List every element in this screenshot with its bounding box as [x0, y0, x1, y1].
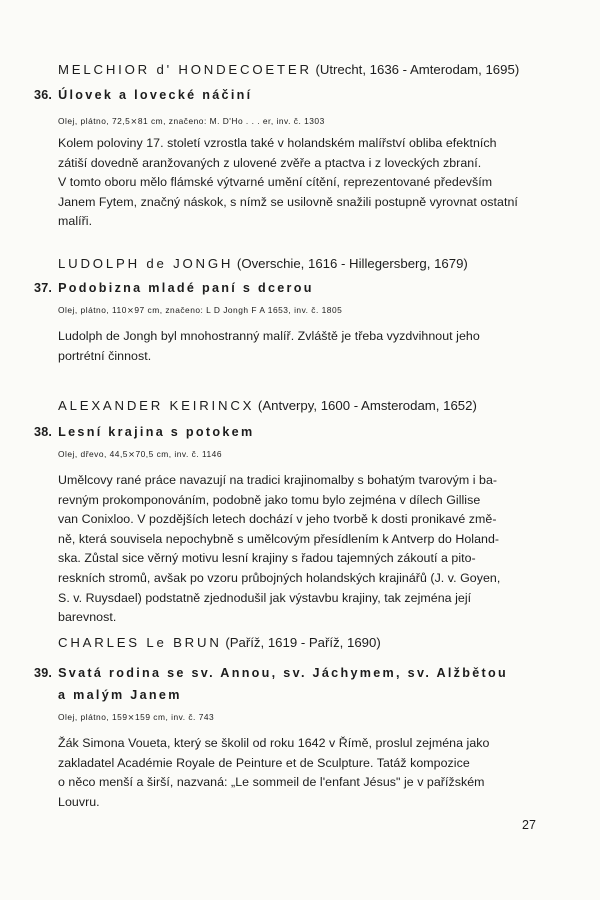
desc-line: Žák Simona Voueta, který se školil od roku 1642 v Římě, proslul zejména jako	[58, 736, 490, 750]
desc-line: van Conixloo. V pozdějších letech dochází v jeho tvorbě k dosti pronikavé změ-	[58, 512, 497, 527]
artwork-meta: Olej, plátno, 72,5⨯81 cm, značeno: M. D'Ho . . . er, inv. č. 1303	[58, 116, 325, 126]
artist-name: CHARLES Le BRUN	[58, 635, 222, 650]
artwork-description	[58, 471, 538, 628]
artwork-description	[58, 134, 538, 232]
catalog-number: 39.	[34, 666, 53, 680]
desc-line: zátiší dovedně aranžovaných z ulovené zvěře a ptactva i z loveckých zbraní.	[58, 155, 482, 170]
catalog-number: 37.	[34, 281, 53, 295]
desc-line: portrétní činnost.	[58, 348, 152, 363]
artist-heading	[58, 635, 381, 650]
catalog-number: 38.	[34, 425, 53, 439]
artwork-title	[34, 425, 254, 439]
desc-line: ně, která souvisela nepochybně s umělcovým přesídlením k Antverp do Holand-	[58, 531, 500, 546]
artist-heading	[58, 62, 519, 77]
desc-line: zakladatel Académie Royale de Peinture et de Sculpture. Tatáž kompozice	[58, 755, 470, 770]
artwork-meta: Olej, plátno, 159⨯159 cm, inv. č. 743	[58, 712, 215, 722]
artist-name: MELCHIOR d' HONDECOETER	[58, 62, 312, 77]
desc-line: V tomto oboru mělo flámské výtvarné umění cítění, reprezentované především	[58, 175, 493, 190]
artwork-title	[34, 666, 508, 680]
page-number: 27	[522, 818, 536, 832]
artwork-title	[34, 281, 314, 295]
artist-name: ALEXANDER KEIRINCX	[58, 398, 255, 413]
desc-line: ska. Zůstal sice věrný motivu lesní krajiny s řadou tajemných zákoutí a pito-	[58, 551, 476, 566]
artwork-meta: Olej, dřevo, 44,5⨯70,5 cm, inv. č. 1146	[58, 449, 222, 459]
desc-line: o něco menší a širší, nazvaná: „Le sommeil de l'enfant Jésus" je v pařížském	[58, 775, 485, 790]
desc-line: Ludolph de Jongh byl mnohostranný malíř. Zvláště je třeba vyzdvihnout jeho	[58, 329, 480, 343]
desc-line: Janem Fytem, značný náskok, s nímž se usilovně snažili postupně vyrovnat ostatní	[58, 194, 518, 209]
catalog-number: 36.	[34, 88, 53, 102]
artwork-title-continued: a malým Janem	[58, 688, 182, 702]
artist-heading	[58, 398, 477, 413]
title-text: Úlovek a lovecké náčiní	[58, 88, 253, 102]
desc-line: reskních stromů, avšak po vzoru průbojných holandských krajinářů (J. v. Goyen,	[58, 570, 501, 585]
desc-line: revným prokomponováním, podobně jako tomu bylo zejména v dílech Gillise	[58, 492, 481, 507]
desc-line: Umělcovy rané práce navazují na tradici krajinomalby s bohatým tvarovým i ba-	[58, 473, 498, 487]
artwork-title	[34, 88, 252, 102]
artwork-description	[58, 734, 538, 812]
title-text: Lesní krajina s potokem	[58, 425, 255, 439]
artwork-description	[58, 327, 538, 366]
artist-name: LUDOLPH de JONGH	[58, 256, 234, 271]
title-text: Svatá rodina se sv. Annou, sv. Jáchymem, sv. Alžbětou	[58, 666, 509, 680]
desc-line: S. v. Ruysdael) podstatně zjednodušil jak výstavbu krajiny, tak zejména její	[58, 590, 472, 605]
desc-line: Kolem poloviny 17. století vzrostla také v holandském malířství obliba efektních	[58, 136, 497, 150]
title-text: Podobizna mladé paní s dcerou	[58, 281, 314, 295]
artist-heading	[58, 256, 468, 271]
artwork-meta: Olej, plátno, 110⨯97 cm, značeno: L D Jongh F A 1653, inv. č. 1805	[58, 305, 343, 315]
desc-line: barevnost.	[58, 610, 117, 625]
artist-info: (Utrecht, 1636 - Amterodam, 1695)	[315, 62, 520, 77]
desc-line: malíři.	[58, 214, 93, 229]
artist-info: (Overschie, 1616 - Hillegersberg, 1679)	[236, 256, 468, 271]
artist-info: (Paříž, 1619 - Paříž, 1690)	[225, 635, 381, 650]
artist-info: (Antverpy, 1600 - Amsterodam, 1652)	[257, 398, 477, 413]
desc-line: Louvru.	[58, 794, 100, 809]
